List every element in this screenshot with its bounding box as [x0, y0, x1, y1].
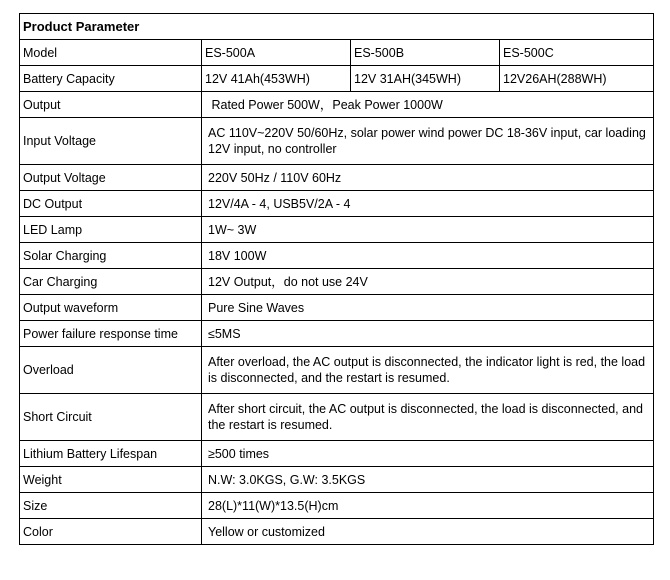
table-row	[20, 243, 654, 269]
row-label: Weight	[20, 467, 202, 493]
row-value: ≥500 times	[202, 441, 654, 467]
row-label: Size	[20, 493, 202, 519]
battery-cell: 12V 31AH(345WH)	[351, 66, 500, 92]
table-row	[20, 217, 654, 243]
table-row	[20, 165, 654, 191]
row-label: Color	[20, 519, 202, 545]
row-value: After overload, the AC output is disconnected, the indicator light is red, the load is disconnected, and the restart is resumed.	[202, 347, 654, 394]
row-label: Output	[20, 92, 202, 118]
row-label: Lithium Battery Lifespan	[20, 441, 202, 467]
row-label: Short Circuit	[20, 394, 202, 441]
table-row-model	[20, 40, 654, 66]
table-row	[20, 118, 654, 165]
model-cell: ES-500B	[351, 40, 500, 66]
row-value: 12V Output，do not use 24V	[202, 269, 654, 295]
table-row	[20, 92, 654, 118]
table-row	[20, 394, 654, 441]
table-row	[20, 321, 654, 347]
model-cell: ES-500A	[202, 40, 351, 66]
row-value: Yellow or customized	[202, 519, 654, 545]
row-value: 220V 50Hz / 110V 60Hz	[202, 165, 654, 191]
row-value: 1W~ 3W	[202, 217, 654, 243]
table-row	[20, 467, 654, 493]
table-row	[20, 191, 654, 217]
model-cell: ES-500C	[500, 40, 654, 66]
row-value: Rated Power 500W，Peak Power 1000W	[202, 92, 654, 118]
table-row	[20, 519, 654, 545]
row-value: 18V 100W	[202, 243, 654, 269]
row-value: 28(L)*11(W)*13.5(H)cm	[202, 493, 654, 519]
row-label: Solar Charging	[20, 243, 202, 269]
table-row-battery-capacity	[20, 66, 654, 92]
row-value: N.W: 3.0KGS, G.W: 3.5KGS	[202, 467, 654, 493]
row-label: LED Lamp	[20, 217, 202, 243]
row-label: Output waveform	[20, 295, 202, 321]
product-parameter-sheet	[19, 13, 653, 545]
row-label: Car Charging	[20, 269, 202, 295]
battery-cell: 12V26AH(288WH)	[500, 66, 654, 92]
row-label: Model	[20, 40, 202, 66]
table-row	[20, 441, 654, 467]
row-value: 12V/4A - 4, USB5V/2A - 4	[202, 191, 654, 217]
table-row	[20, 347, 654, 394]
row-value: Pure Sine Waves	[202, 295, 654, 321]
row-value: AC 110V~220V 50/60Hz, solar power wind power DC 18-36V input, car loading 12V input, no controller	[202, 118, 654, 165]
table-row	[20, 493, 654, 519]
table-row	[20, 269, 654, 295]
table-title: Product Parameter	[20, 14, 654, 40]
title-row	[20, 14, 654, 40]
row-label: DC Output	[20, 191, 202, 217]
row-value: After short circuit, the AC output is disconnected, the load is disconnected, and the restart is resumed.	[202, 394, 654, 441]
row-label: Overload	[20, 347, 202, 394]
row-label: Output Voltage	[20, 165, 202, 191]
parameter-table	[19, 13, 654, 545]
battery-cell: 12V 41Ah(453WH)	[202, 66, 351, 92]
row-label: Input Voltage	[20, 118, 202, 165]
table-row	[20, 295, 654, 321]
row-value: ≤5MS	[202, 321, 654, 347]
row-label: Battery Capacity	[20, 66, 202, 92]
row-label: Power failure response time	[20, 321, 202, 347]
